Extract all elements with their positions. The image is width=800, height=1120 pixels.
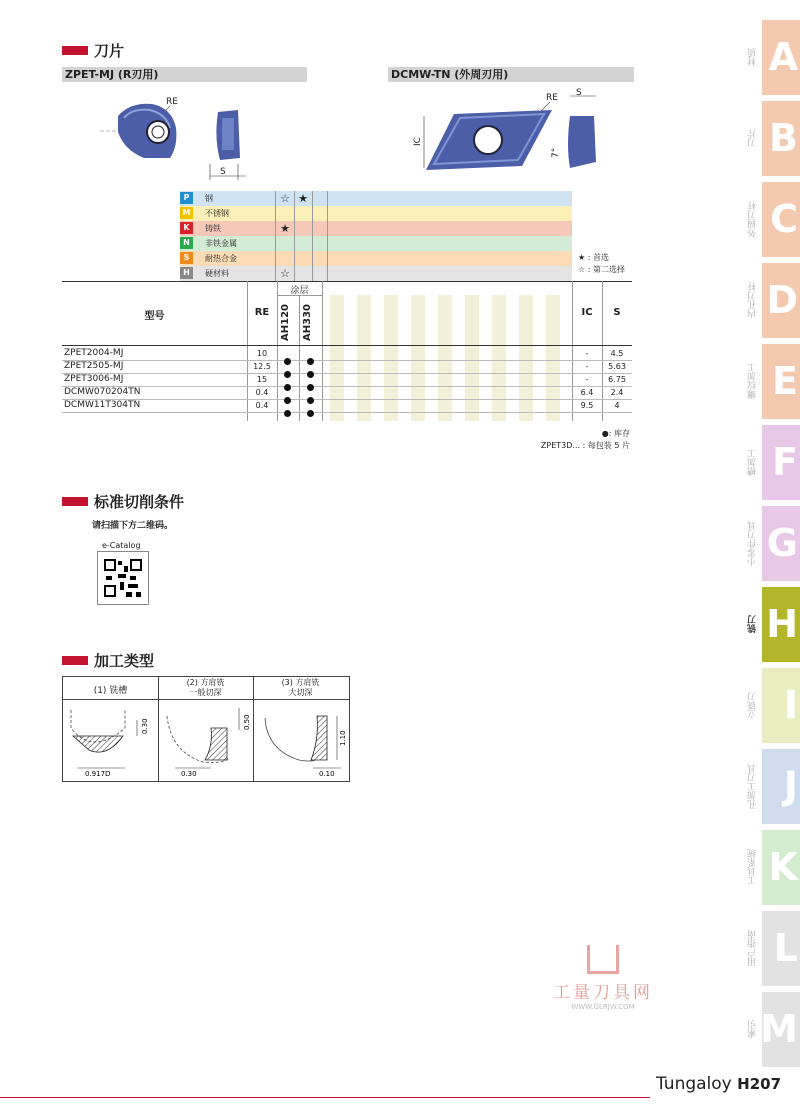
svg-text:S: S xyxy=(576,88,582,98)
svg-text:0.50: 0.50 xyxy=(243,714,251,730)
material-row xyxy=(180,221,572,236)
watermark-text: 工量刀具网 xyxy=(553,983,653,1003)
material-row xyxy=(180,236,572,251)
svg-text:0.30: 0.30 xyxy=(141,718,149,734)
machining-types-table xyxy=(62,676,350,782)
model-header: 型号 xyxy=(144,311,165,322)
s-cell: 5.63 xyxy=(608,362,626,371)
re-header: RE xyxy=(254,307,270,318)
side-tab-l[interactable] xyxy=(748,911,800,986)
section-title-cutting xyxy=(62,491,184,512)
model-cell: DCMW11T304TN xyxy=(64,400,141,410)
model-cell: ZPET2505-MJ xyxy=(64,361,124,371)
svg-text:0.917D: 0.917D xyxy=(85,770,111,778)
grade-ah120: AH120 xyxy=(280,304,291,342)
svg-text:IC: IC xyxy=(413,137,423,146)
tab-letter: E xyxy=(772,359,798,403)
side-tab-c[interactable] xyxy=(748,182,800,257)
tab-label: 工具系统 xyxy=(748,849,758,886)
re-cell: 10 xyxy=(256,349,268,358)
dcmw-header: DCMW-TN (外周刃用) xyxy=(388,67,634,82)
tab-letter: J xyxy=(783,764,798,808)
side-tab-j[interactable] xyxy=(748,749,800,824)
section-marker xyxy=(62,497,88,506)
ic-cell: - xyxy=(585,362,589,371)
zpet-re-label: RE xyxy=(166,97,178,107)
grade-ah330: AH330 xyxy=(302,304,313,342)
ic-header: IC xyxy=(581,307,593,318)
svg-text:1.10: 1.10 xyxy=(339,730,347,746)
table-row xyxy=(62,347,632,361)
section-title-text: 刀片 xyxy=(94,42,125,60)
tab-label: 孔加工刀具 xyxy=(748,764,758,809)
material-row xyxy=(180,251,572,266)
tab-letter: D xyxy=(766,278,798,322)
side-tab-m[interactable] xyxy=(748,992,800,1067)
re-cell: 0.4 xyxy=(255,401,269,410)
ic-cell: - xyxy=(585,349,589,358)
stock-dot xyxy=(307,402,314,421)
material-name: 钢 xyxy=(205,194,213,203)
stock-dot xyxy=(284,402,291,421)
product-table xyxy=(62,281,632,421)
tab-label: 铣刀 xyxy=(748,615,758,634)
legend-second: ☆ : 第二选择 xyxy=(578,265,625,274)
material-name: 硬材料 xyxy=(205,269,229,278)
grade-mark-ah120: ★ xyxy=(280,222,290,235)
material-code: S xyxy=(180,252,193,264)
re-cell: 0.4 xyxy=(255,388,269,397)
grade-mark-ah330: ★ xyxy=(298,192,308,205)
material-row xyxy=(180,191,572,206)
grade-legend xyxy=(578,252,625,276)
watermark-logo xyxy=(587,945,619,974)
section-marker xyxy=(62,656,88,665)
side-tab-f[interactable] xyxy=(748,425,800,500)
footer-line xyxy=(0,1097,650,1098)
machining-diagrams xyxy=(63,700,349,780)
tab-letter: G xyxy=(766,521,798,565)
coating-header: 涂层 xyxy=(290,286,309,296)
s-cell: 6.75 xyxy=(608,375,626,384)
stock-note: ●: 库存 xyxy=(601,429,630,438)
tab-letter: L xyxy=(773,926,798,970)
qr-code[interactable] xyxy=(97,551,149,605)
catalog-label: e-Catalog xyxy=(102,541,141,550)
table-row xyxy=(62,399,632,413)
s-cell: 2.4 xyxy=(610,388,624,397)
tab-letter: H xyxy=(766,602,798,646)
side-tab-k[interactable] xyxy=(748,830,800,905)
tab-letter: C xyxy=(770,197,798,241)
section-title-text: 标准切削条件 xyxy=(94,493,185,511)
material-name: 非铁金属 xyxy=(205,239,237,248)
re-cell: 12.5 xyxy=(253,362,271,371)
grade-mark-ah120: ☆ xyxy=(280,267,290,280)
s-header: S xyxy=(613,307,621,318)
tab-label: 槽加工 xyxy=(748,449,758,476)
qr-instruction: 请扫描下方二维码。 xyxy=(92,521,174,531)
tab-label: 用户指南 xyxy=(748,930,758,967)
tab-letter: K xyxy=(768,845,798,889)
section-title-text: 加工类型 xyxy=(94,652,155,670)
tab-label: 内孔刀杆 xyxy=(748,282,758,319)
section-marker xyxy=(62,46,88,55)
tab-label: 螺纹加工 xyxy=(748,363,758,400)
material-row xyxy=(180,206,572,221)
material-code: M xyxy=(180,207,193,219)
qr-code-icon xyxy=(98,552,148,604)
footer-brand xyxy=(656,1074,781,1094)
svg-text:0.30: 0.30 xyxy=(181,770,197,778)
tab-label: 索引 xyxy=(748,1020,758,1039)
model-cell: ZPET2004-MJ xyxy=(64,348,124,358)
side-tab-h[interactable] xyxy=(748,587,800,662)
section-title-machining xyxy=(62,650,154,671)
tab-label: 立铣刀 xyxy=(748,692,758,719)
tab-label: 小零件刀具 xyxy=(748,521,758,566)
tab-letter: I xyxy=(783,683,798,727)
ic-cell: 9.5 xyxy=(580,401,594,410)
section-title-inserts xyxy=(62,40,124,61)
s-cell: 4.5 xyxy=(610,349,624,358)
s-cell: 4 xyxy=(614,401,620,410)
tab-label: 外圆刀杆 xyxy=(748,201,758,238)
tab-letter: F xyxy=(772,440,798,484)
svg-text:RE: RE xyxy=(546,93,558,103)
dcmw-insert-drawing xyxy=(410,86,610,181)
zpet-header: ZPET-MJ (R刃用) xyxy=(62,67,307,82)
material-code: N xyxy=(180,237,193,249)
material-name: 铸铁 xyxy=(205,224,221,233)
side-tab-i[interactable] xyxy=(748,668,800,743)
type-shoulder-deep: (3) 方肩铣 大切深 xyxy=(281,678,320,697)
table-row xyxy=(62,373,632,387)
side-tab-b[interactable] xyxy=(748,101,800,176)
side-tab-g[interactable] xyxy=(748,506,800,581)
legend-preferred: ★ : 首选 xyxy=(578,253,609,262)
tab-letter: A xyxy=(768,35,798,79)
zpet-insert-drawing xyxy=(100,88,260,183)
type-slotting: (1) 铣槽 xyxy=(93,686,128,696)
model-cell: ZPET3006-MJ xyxy=(64,374,124,384)
material-row xyxy=(180,266,572,281)
material-code: P xyxy=(180,192,193,204)
pack-note: ZPET3D... : 每包装 5 片 xyxy=(540,441,630,450)
table-row xyxy=(62,386,632,400)
material-code: K xyxy=(180,222,193,234)
re-cell: 15 xyxy=(256,375,268,384)
grade-mark-ah120: ☆ xyxy=(280,192,290,205)
side-tab-d[interactable] xyxy=(748,263,800,338)
watermark-url: WWW.GLRJW.COM xyxy=(571,1003,635,1011)
ic-cell: - xyxy=(585,375,589,384)
tab-letter: B xyxy=(769,116,798,160)
material-name: 不锈钢 xyxy=(205,209,229,218)
svg-text:0.10: 0.10 xyxy=(319,770,335,778)
side-tab-a[interactable] xyxy=(748,20,800,95)
side-tab-e[interactable] xyxy=(748,344,800,419)
type-shoulder-general: (2) 方肩铣 一般切深 xyxy=(186,678,225,697)
ic-cell: 6.4 xyxy=(580,388,594,397)
tab-letter: M xyxy=(760,1007,798,1051)
material-name: 耐热合金 xyxy=(205,254,237,263)
tab-label: 材质 xyxy=(748,48,758,67)
watermark xyxy=(538,945,668,1011)
svg-text:S: S xyxy=(220,167,226,177)
page-number: H207 xyxy=(737,1075,782,1093)
tab-label: 刀片 xyxy=(748,129,758,148)
brand-name: Tungaloy xyxy=(656,1074,732,1094)
svg-text:7°: 7° xyxy=(551,147,561,158)
model-cell: DCMW070204TN xyxy=(64,387,141,397)
material-code: H xyxy=(180,267,193,279)
table-row xyxy=(62,360,632,374)
